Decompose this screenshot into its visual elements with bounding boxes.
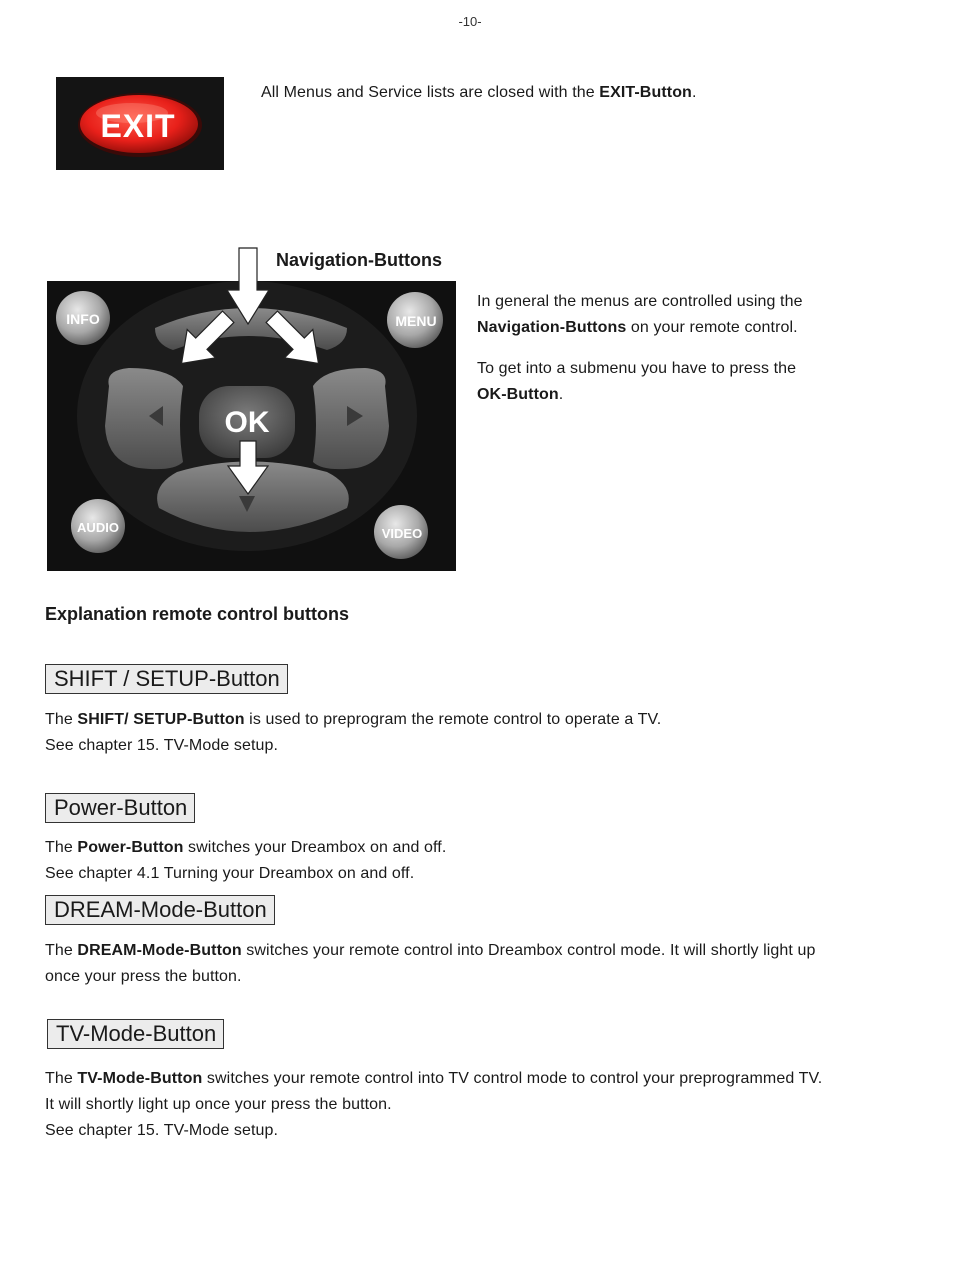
power-title: Power-Button <box>45 793 195 823</box>
video-label: VIDEO <box>381 526 423 541</box>
dream-mode-description: The DREAM-Mode-Button switches your remote control into Dreambox control mode. It will shortly light up once your press the button. <box>45 942 816 985</box>
tv-mode-title: TV-Mode-Button <box>47 1019 224 1049</box>
page-number: -10- <box>458 14 482 29</box>
info-label: INFO <box>66 311 100 327</box>
shift-setup-title: SHIFT / SETUP-Button <box>45 664 288 694</box>
tv-mode-description: The TV-Mode-Button switches your remote control into TV control mode to control your preprogrammed TV. It will shortly light up once your press the button. See chapter 15. TV-Mode setup. <box>45 1070 823 1139</box>
exit-description: All Menus and Service lists are closed with the EXIT-Button. <box>261 84 697 101</box>
navigation-description-2: To get into a submenu you have to press the OK-Button. <box>477 360 797 403</box>
navigation-description-1: In general the menus are controlled using the Navigation-Buttons on your remote control. <box>477 293 803 336</box>
power-description: The Power-Button switches your Dreambox on and off. See chapter 4.1 Turning your Dreambox on and off. <box>45 839 447 882</box>
navigation-heading: Navigation-Buttons <box>276 250 442 270</box>
menu-label: MENU <box>395 313 437 329</box>
audio-label: AUDIO <box>77 520 119 535</box>
navigation-buttons-photo <box>47 246 456 571</box>
dream-mode-title: DREAM-Mode-Button <box>45 895 275 925</box>
explanation-heading: Explanation remote control buttons <box>45 604 350 624</box>
shift-setup-description: The SHIFT/ SETUP-Button is used to preprogram the remote control to operate a TV. See chapter 15. TV-Mode setup. <box>45 711 662 754</box>
exit-label: EXIT <box>100 108 176 144</box>
exit-button-photo <box>56 77 224 170</box>
ok-label: OK <box>224 406 270 439</box>
